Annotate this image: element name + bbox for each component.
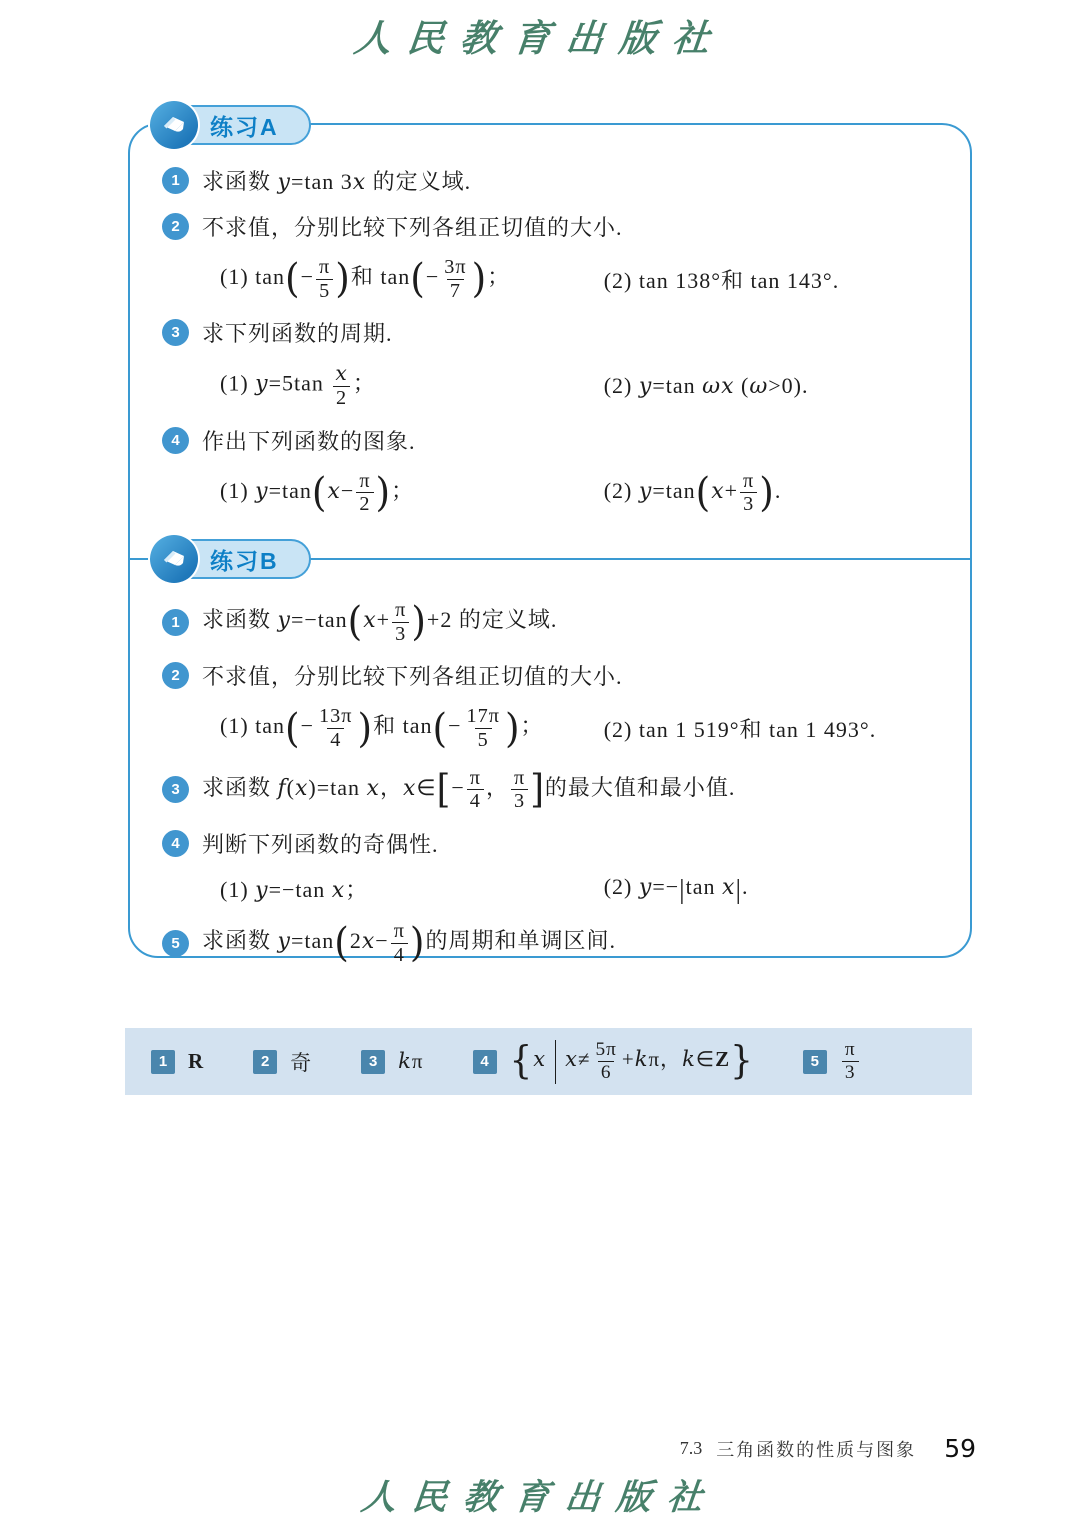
question-a3 bbox=[162, 317, 944, 348]
question-b2-subitems bbox=[162, 705, 944, 751]
subquestion: (2) tan 1 519°和 tan 1 493°. bbox=[603, 716, 877, 742]
exercise-a-header bbox=[150, 101, 311, 149]
question-number-badge: 1 bbox=[162, 167, 189, 194]
answer-strip bbox=[125, 1028, 972, 1095]
answer-number-badge: 3 bbox=[361, 1050, 385, 1074]
question-text: 求函数 y=−tan(x+ $\frac{\pi}{3}$ )+2 的定义域. bbox=[202, 597, 558, 645]
question-b3 bbox=[162, 767, 944, 813]
exercise-a-section bbox=[162, 159, 944, 516]
answer-number-badge: 5 bbox=[803, 1050, 827, 1074]
answer-3 bbox=[361, 1049, 423, 1074]
subquestion: (2) y=tan ωx (ω>0). bbox=[603, 372, 809, 399]
question-number-badge: 4 bbox=[162, 427, 189, 454]
question-b4-subitems bbox=[162, 873, 944, 905]
question-b2 bbox=[162, 660, 944, 691]
question-text: 求函数 y=tan 3x 的定义域. bbox=[202, 169, 472, 195]
subquestion: (2) y=tan(x+ $\frac{\pi}{3}$ ). bbox=[603, 468, 782, 516]
answer-2 bbox=[253, 1047, 312, 1077]
question-b5 bbox=[162, 920, 944, 966]
question-b4 bbox=[162, 828, 944, 859]
question-number-badge: 5 bbox=[162, 930, 189, 957]
subquestion: (1) tan(− $\frac{\pi}{5}$ )和 tan(− $\frac{3\pi}{7}$ )； bbox=[220, 254, 511, 302]
exercise-b-label: 练习B bbox=[168, 539, 311, 579]
subquestion: (1) y=tan(x− $\frac{\pi}{2}$ )； bbox=[220, 468, 415, 516]
question-a4 bbox=[162, 425, 944, 456]
page-number: 59 bbox=[944, 1434, 976, 1463]
answer-5 bbox=[803, 1039, 861, 1083]
answer-value: kπ bbox=[398, 1049, 424, 1073]
exercise-box bbox=[128, 113, 972, 966]
answer-number-badge: 1 bbox=[151, 1050, 175, 1074]
exercise-b-header bbox=[150, 535, 311, 583]
subquestion: (2) y=−|tan x|. bbox=[603, 872, 749, 904]
footer-section-title: 三角函数的性质与图象 bbox=[716, 1439, 917, 1460]
answer-number-badge: 2 bbox=[253, 1050, 277, 1074]
subquestion: (2) tan 138°和 tan 143°. bbox=[603, 267, 840, 293]
page-footer bbox=[680, 1434, 976, 1463]
question-a2 bbox=[162, 211, 944, 242]
question-text: 求下列函数的周期. bbox=[202, 321, 393, 347]
question-a3-subitems bbox=[162, 362, 944, 409]
question-number-badge: 2 bbox=[162, 662, 189, 689]
answer-value: $\frac{\pi}{3}$ bbox=[840, 1039, 861, 1083]
question-number-badge: 3 bbox=[162, 319, 189, 346]
exercise-b-section bbox=[162, 593, 944, 966]
book-icon bbox=[150, 101, 198, 149]
footer-section-number: 7.3 bbox=[679, 1438, 703, 1458]
question-a4-subitems bbox=[162, 470, 944, 516]
exercise-a-label: 练习A bbox=[168, 105, 311, 145]
answer-number-badge: 4 bbox=[473, 1050, 497, 1074]
question-text: 不求值，分别比较下列各组正切值的大小. bbox=[202, 215, 623, 240]
question-number-badge: 4 bbox=[162, 830, 189, 857]
answer-value: {x x≠ $\frac{5\pi}{6}$ +kπ，k∈Z} bbox=[509, 1038, 754, 1083]
subquestion: (1) tan(− $\frac{13\pi}{4}$ )和 tan(− $\frac{17\pi}{5}$ )； bbox=[220, 703, 544, 752]
subquestion: (1) y=−tan x； bbox=[220, 877, 369, 904]
answer-4 bbox=[473, 1039, 754, 1083]
question-text: 作出下列函数的图象. bbox=[202, 428, 416, 454]
book-icon bbox=[150, 535, 198, 583]
question-a2-subitems bbox=[162, 256, 944, 302]
publisher-logo-top: 人民教育出版社 bbox=[351, 16, 728, 60]
question-number-badge: 1 bbox=[162, 609, 189, 636]
question-text: 求函数 f(x)=tan x，x∈[− $\frac{\pi}{4}$ ， $\frac{\pi}{3}$ ]的最大值和最小值. bbox=[202, 766, 736, 813]
subquestion: (1) y=5tan $\frac{x}{2}$ ； bbox=[220, 361, 376, 409]
publisher-logo-bottom: 人民教育出版社 bbox=[359, 1477, 721, 1518]
question-text: 不求值，分别比较下列各组正切值的大小. bbox=[202, 664, 623, 690]
question-b1 bbox=[162, 599, 944, 645]
question-text: 判断下列函数的奇偶性. bbox=[202, 831, 439, 857]
answer-value: R bbox=[188, 1049, 205, 1073]
question-a1 bbox=[162, 165, 944, 196]
question-number-badge: 3 bbox=[162, 776, 189, 803]
answer-1 bbox=[151, 1049, 204, 1074]
question-text: 求函数 y=tan(2x− $\frac{\pi}{4}$ )的周期和单调区间. bbox=[202, 918, 617, 966]
answer-value: 奇 bbox=[290, 1050, 313, 1075]
question-number-badge: 2 bbox=[162, 213, 189, 240]
